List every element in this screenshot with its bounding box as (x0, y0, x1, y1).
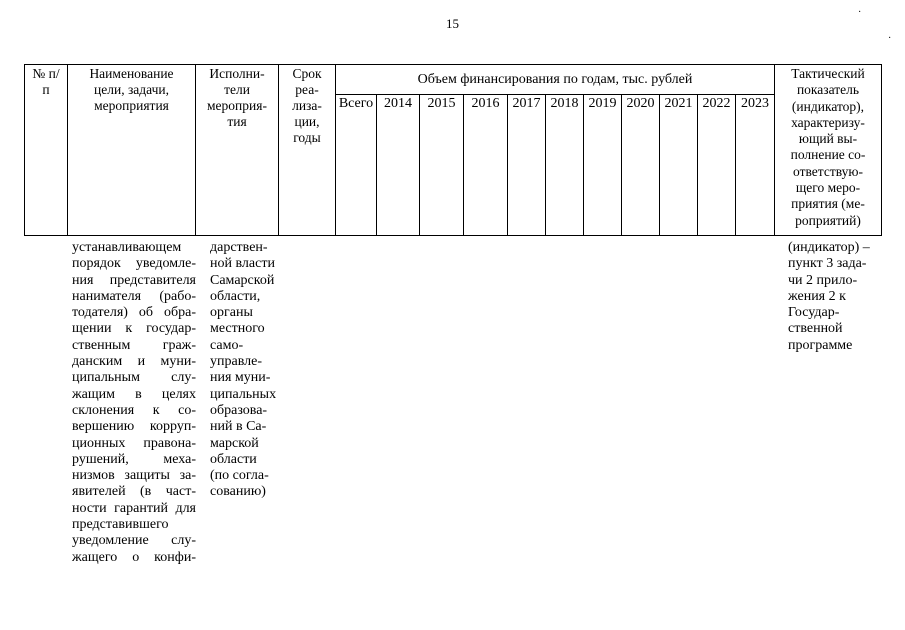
text-line: рушений, меха- (72, 451, 196, 467)
text-line: порядок уведомле- (72, 256, 196, 272)
col-header-term: Срок реа- лиза- ции, годы (279, 65, 336, 236)
text-line: ния представителя (72, 272, 196, 288)
text-line: само- (210, 337, 244, 353)
text-line: жащего о конфи- (72, 549, 196, 565)
text-line: программе (788, 337, 853, 353)
text-line: ственным граж- (72, 337, 196, 353)
text-line: ний в Са- (210, 419, 267, 435)
text-line: управле- (210, 354, 262, 370)
text-line: данским и муни- (72, 354, 196, 370)
col-header-year-2018: 2018 (546, 95, 584, 236)
col-header-name: Наименование цели, задачи, мероприятия (68, 65, 196, 236)
text-line: (индикатор) – (788, 240, 870, 255)
text-line: ственной (788, 321, 843, 337)
text-line: явителей (в част- (72, 484, 196, 500)
text-line: области (210, 451, 257, 467)
text-line: уведомление слу- (72, 533, 196, 549)
col-header-executors: Исполни- тели мероприя- тия (196, 65, 279, 236)
col-header-total: Всего (336, 95, 377, 236)
col-header-year-2015: 2015 (420, 95, 464, 236)
col-header-year-2021: 2021 (660, 95, 698, 236)
text-line: ципальным слу- (72, 370, 196, 386)
text-line: ной власти (210, 256, 275, 272)
text-line: тодателя) об обра- (72, 305, 196, 321)
text-line: марской (210, 435, 259, 451)
col-header-year-2020: 2020 (622, 95, 660, 236)
col-header-year-2023: 2023 (736, 95, 775, 236)
text-line: Государ- (788, 305, 840, 321)
text-line: склонения к со- (72, 402, 196, 418)
col-header-funding: Объем финансирования по годам, тыс. рублей (336, 65, 775, 95)
text-line: образова- (210, 402, 268, 418)
text-line: ния муни- (210, 370, 271, 386)
col-header-year-2014: 2014 (377, 95, 420, 236)
col-header-year-2017: 2017 (508, 95, 546, 236)
text-line: представившего (72, 517, 169, 533)
col-header-year-2016: 2016 (464, 95, 508, 236)
text-line: устанавливающем (72, 240, 182, 255)
text-line: органы (210, 305, 253, 321)
text-line: жения 2 к (788, 288, 846, 304)
page-number: 15 (446, 16, 459, 31)
text-line: щении к государ- (72, 321, 196, 337)
financing-table-header (24, 64, 882, 236)
text-line: местного (210, 321, 265, 337)
text-line: (по согла- (210, 468, 269, 484)
text-line: ципальных (210, 386, 277, 402)
text-line: низмов защиты за- (72, 468, 196, 484)
text-line: сованию) (210, 484, 266, 500)
indicator-text (788, 240, 892, 354)
measure-name-text (72, 240, 196, 566)
text-line: Самарской (210, 272, 275, 288)
text-line: ционных правона- (72, 435, 196, 451)
scan-speck-top: · (858, 7, 862, 18)
text-line: нанимателя (рабо- (72, 288, 196, 304)
text-line: пункт 3 зада- (788, 256, 867, 272)
text-line: чи 2 прило- (788, 272, 858, 288)
text-line: вершению корруп- (72, 419, 196, 435)
text-line: области, (210, 288, 261, 304)
col-header-year-2019: 2019 (584, 95, 622, 236)
scan-speck-right: · (888, 33, 892, 44)
col-header-number: № п/п (25, 65, 68, 236)
col-header-indicator: Тактический показатель (индикатор), характеризу- ющий вы- полнение со- ответствую- щего меро- приятия (ме- роприятий) (775, 65, 882, 236)
text-line: жащим в целях (72, 386, 196, 402)
executors-text (210, 240, 288, 501)
col-header-year-2022: 2022 (698, 95, 736, 236)
text-line: ности гарантий для (72, 500, 196, 516)
text-line: дарствен- (210, 240, 268, 255)
